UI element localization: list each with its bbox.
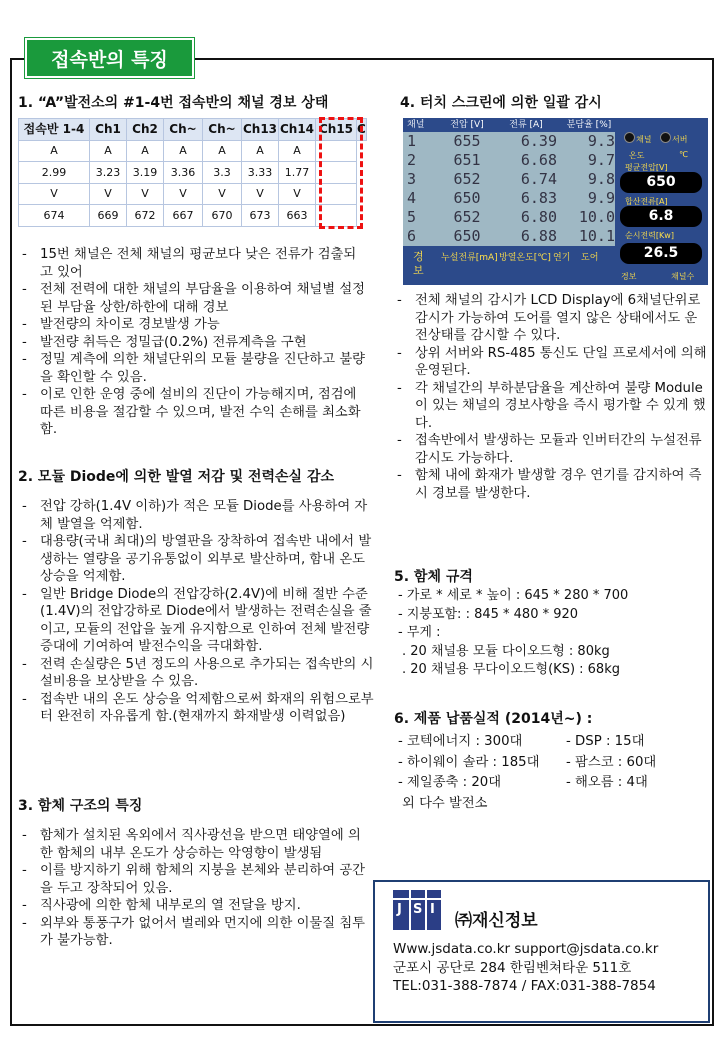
lcd-display xyxy=(403,118,708,285)
list-item: - 접속반에서 발생하는 모듈과 인버터간의 누설전류 감시도 가능하다. xyxy=(393,432,709,467)
section-2-heading: 2. 모듈 Diode에 의한 발열 저감 및 전력손실 감소 xyxy=(18,469,334,485)
table-row xyxy=(19,205,367,227)
table-cell: V xyxy=(242,183,279,205)
avg-voltage-label: 평균전압[V] xyxy=(625,163,668,172)
list-item: - 정밀 계측에 의한 채널단위의 모듈 불량을 진단하고 불량을 확인할 수 있음. xyxy=(18,351,368,386)
lcd-cell: 651 xyxy=(453,151,481,169)
side-label: ℃ xyxy=(679,150,688,159)
table-cell: 674 xyxy=(19,205,90,227)
table-row xyxy=(19,183,367,205)
list-item: - 직사광에 의한 함체 내부로의 열 전달을 방지. xyxy=(18,897,368,915)
lcd-col-header: 분담율 [%] xyxy=(566,120,612,130)
lcd-cell: 650 xyxy=(453,227,481,245)
section-1-bullets xyxy=(18,246,368,439)
table-row xyxy=(19,140,367,162)
lcd-cell: 652 xyxy=(453,208,481,226)
section-2 xyxy=(18,466,380,726)
performance-entry: - 해오름 : 4대 xyxy=(566,775,648,790)
list-item: - 대용량(국내 최대)의 방열판을 장착하여 접속반 내에서 발생하는 열량을 공기유통없이 외부로 발산하며, 함내 온도 상승을 억제함. xyxy=(18,533,380,586)
list-item: - 발전량의 차이로 경보발생 가능 xyxy=(18,316,368,334)
lcd-cell: 10.0 xyxy=(578,208,615,226)
table-cell: 3.3 xyxy=(203,162,242,184)
table-cell: 663 xyxy=(279,205,316,227)
list-item: - 발전량 취득은 정밀급(0.2%) 전류계측을 구현 xyxy=(18,334,368,352)
lcd-row xyxy=(403,189,615,208)
table-cell: 1.77 xyxy=(279,162,316,184)
table-cell: 673 xyxy=(242,205,279,227)
list-item: - 일반 Bridge Diode의 전압강하(2.4V)에 비해 절반 수준(1.4V)의 전압강하로 Diode에서 발생하는 전력손실을 줄이고, 모듈의 전압을 높게 유지함으로 인하여 전체 발전량 증대에 기여하여 발전수익을 극대화함. xyxy=(18,586,380,656)
table-cell: 667 xyxy=(164,205,203,227)
table-cell: 670 xyxy=(203,205,242,227)
company-info-box xyxy=(373,880,710,1023)
lcd-row xyxy=(403,170,615,189)
highlight-ch15 xyxy=(319,117,363,229)
table-cell: A xyxy=(127,140,164,162)
lcd-cell: 9.7 xyxy=(587,151,615,169)
smoke-label: 연기 xyxy=(553,253,571,263)
lcd-cell: 652 xyxy=(453,170,481,188)
section-4 xyxy=(400,92,710,112)
list-item: - 전체 전력에 대한 채널의 부담율을 이용하여 채널별 설정된 부담율 상한/하한에 대해 경보 xyxy=(18,281,368,316)
lcd-header xyxy=(403,118,615,132)
table-cell: A xyxy=(279,140,316,162)
list-item: - 15번 채널은 전체 채널의 평균보다 낮은 전류가 검출되고 있어 xyxy=(18,246,368,281)
lcd-col-header: 전류 [A] xyxy=(509,120,543,130)
performance-entry: - DSP : 15대 xyxy=(566,734,645,749)
company-contact xyxy=(393,940,713,996)
col-header: Ch15 xyxy=(316,119,357,141)
lcd-col-header: 전압 [V] xyxy=(450,120,484,130)
spec-line: - 무게 : xyxy=(398,625,441,640)
lcd-cell: 6.83 xyxy=(520,189,557,207)
section-4-heading: 4. 터치 스크린에 의한 일괄 감시 xyxy=(400,95,602,111)
table-cell: V xyxy=(203,183,242,205)
spec-line: - 가로 * 세로 * 높이 : 645 * 280 * 700 xyxy=(398,588,629,603)
table-cell: A xyxy=(242,140,279,162)
col-header: Ch2 xyxy=(127,119,164,141)
lcd-cell: 6.74 xyxy=(520,170,557,188)
performance-entry: - 코텍에너지 : 300대 xyxy=(398,734,523,749)
side-label: 서버 xyxy=(672,135,688,144)
list-item: - 이로 인한 운영 중에 설비의 진단이 가능해지며, 점검에 따른 비용을 절감할 수 있으며, 발전 수익 손해를 최소화함. xyxy=(18,386,368,439)
section-3-heading: 3. 함체 구조의 특징 xyxy=(18,798,143,814)
lcd-bottom-bar xyxy=(403,246,615,285)
door-label: 도어 xyxy=(581,253,599,263)
table-cell: V xyxy=(164,183,203,205)
section-6 xyxy=(394,708,710,814)
lcd-row xyxy=(403,132,615,151)
sum-current-label: 합산전류[A] xyxy=(625,197,668,206)
section-4-bullets xyxy=(393,292,709,502)
lcd-cell: 655 xyxy=(453,132,481,150)
performance-entry: - 제일종축 : 20대 xyxy=(398,775,502,790)
table-cell: A xyxy=(164,140,203,162)
section-1 xyxy=(18,92,378,112)
inst-power-label: 순시전력[Kw] xyxy=(625,231,674,240)
section-1-heading: 1. “A”발전소의 #1-4번 접속반의 채널 경보 상태 xyxy=(18,95,329,111)
channel-count-label: 채널수 xyxy=(671,272,695,281)
col-header: Ch1 xyxy=(90,119,127,141)
sum-current-value: 6.8 xyxy=(620,206,702,227)
lcd-row xyxy=(403,151,615,170)
spec-line: . 20 채널용 모듈 다이오드형 : 80kg xyxy=(402,643,610,659)
logo-letter: J xyxy=(397,902,402,917)
table-cell: A xyxy=(203,140,242,162)
company-web[interactable]: Www.jsdata.co.kr support@jsdata.co.kr xyxy=(393,941,659,957)
table-cell: V xyxy=(90,183,127,205)
lcd-cell: 5 xyxy=(407,208,417,226)
list-item: - 이를 방지하기 위해 함체의 지붕을 본체와 분리하여 공간을 두고 장착되어 있음. xyxy=(18,862,368,897)
leak-current-label: 누설전류[mA] xyxy=(441,253,498,263)
performance-row xyxy=(398,773,710,794)
channel-table xyxy=(18,118,367,227)
list-item: - 접속반 내의 온도 상승을 억제함으로써 화재의 위험으로부터 완전히 자유롭게 함.(현재까지 화재발생 이력없음) xyxy=(18,691,380,726)
lcd-cell: 10.1 xyxy=(578,227,615,245)
section-5-heading: 5. 함체 규격 xyxy=(394,569,473,585)
lcd-cell: 4 xyxy=(407,189,417,207)
lcd-cell: 6.88 xyxy=(520,227,557,245)
performance-footer: 외 다수 발전소 xyxy=(402,795,488,811)
list-item: - 함체가 설치된 옥외에서 직사광선을 받으면 태양열에 의한 함체의 내부 온도가 상승하는 악영향이 발생됨 xyxy=(18,827,368,862)
company-address: 군포시 공단로 284 한림벤쳐타운 511호 xyxy=(393,959,632,976)
list-item: - 함체 내에 화재가 발생할 경우 연기를 감지하여 즉시 경보를 발생한다. xyxy=(393,467,709,502)
page-title: 접속반의 특징 xyxy=(25,38,194,78)
lcd-cell: 1 xyxy=(407,132,417,150)
col-header: Ch13 xyxy=(242,119,279,141)
col-header: Ch~ xyxy=(203,119,242,141)
company-logo xyxy=(393,890,441,930)
channel-indicator-icon xyxy=(624,132,635,143)
company-tel: TEL:031-388-7874 / FAX:031-388-7854 xyxy=(393,978,656,994)
avg-voltage-value: 650 xyxy=(620,172,702,193)
col-header: C xyxy=(357,119,367,141)
lcd-row xyxy=(403,208,615,227)
server-indicator-icon xyxy=(660,132,671,143)
table-cell: 672 xyxy=(127,205,164,227)
side-label: 온도 xyxy=(629,151,645,160)
table-cell: 2.99 xyxy=(19,162,90,184)
side-label: 채널 xyxy=(636,135,652,144)
lcd-cell: 3 xyxy=(407,170,417,188)
table-cell: A xyxy=(19,140,90,162)
table-cell: 669 xyxy=(90,205,127,227)
lcd-cell: 6.39 xyxy=(520,132,557,150)
col-header: Ch~ xyxy=(164,119,203,141)
table-cell: A xyxy=(90,140,127,162)
logo-letter: I xyxy=(430,902,435,917)
lcd-cell: 2 xyxy=(407,151,417,169)
list-item: - 전력 손실량은 5년 정도의 사용으로 추가되는 접속반의 시설비용을 보상받을 수 있음. xyxy=(18,656,380,691)
performance-row xyxy=(398,753,710,774)
alarm-label: 경보 xyxy=(621,272,637,281)
list-item: - 상위 서버와 RS-485 통신도 단일 프로세서에 의해 운영된다. xyxy=(393,345,709,380)
lcd-cell: 9.8 xyxy=(587,170,615,188)
lcd-cell: 6.80 xyxy=(520,208,557,226)
performance-entry: - 하이웨이 솔라 : 185대 xyxy=(398,754,540,770)
lcd-col-header: 채널 xyxy=(407,120,425,130)
list-item: - 전체 채널의 감시가 LCD Display에 6채널단위로 감시가 가능하여 도어를 열지 않은 상태에서도 운전상태를 감시할 수 있다. xyxy=(393,292,709,345)
spec-line: - 지붕포함: : 845 * 480 * 920 xyxy=(398,606,579,622)
row-label: 접속반 1-4 xyxy=(19,119,90,141)
list-item: - 각 채널간의 부하분담율을 계산하여 불량 Module이 있는 채널의 경보사항을 즉시 평가할 수 있게 했다. xyxy=(393,380,709,433)
section-3 xyxy=(18,795,368,950)
lcd-cell: 6.68 xyxy=(520,151,557,169)
lcd-cell: 650 xyxy=(453,189,481,207)
spec-line: . 20 채널용 무다이오드형(KS) : 68kg xyxy=(402,662,620,677)
table-cell: V xyxy=(19,183,90,205)
lcd-grid xyxy=(403,118,615,246)
table-cell: 3.23 xyxy=(90,162,127,184)
logo-letter: S xyxy=(413,902,423,917)
list-item: - 외부와 통풍구가 없어서 벌레와 먼지에 의한 이물질 침투가 불가능함. xyxy=(18,915,368,950)
col-header: Ch14 xyxy=(279,119,316,141)
inst-power-value: 26.5 xyxy=(620,243,702,264)
table-cell: 3.36 xyxy=(164,162,203,184)
table-cell: 3.33 xyxy=(242,162,279,184)
section-6-heading: 6. 제품 납품실적 (2014년~) : xyxy=(394,711,593,727)
heatsink-temp-label: 방열온도[℃] xyxy=(499,253,551,263)
lcd-cell: 9.9 xyxy=(587,189,615,207)
performance-entry: - 팜스코 : 60대 xyxy=(566,754,657,770)
table-cell: V xyxy=(127,183,164,205)
alarm-text: 경보 xyxy=(413,250,424,277)
list-item: - 전압 강하(1.4V 이하)가 적은 모듈 Diode를 사용하여 자체 발열을 억제함. xyxy=(18,498,380,533)
section-5 xyxy=(394,566,710,680)
lcd-cell: 9.3 xyxy=(587,132,615,150)
lcd-cell: 6 xyxy=(407,227,417,245)
table-cell: 3.19 xyxy=(127,162,164,184)
table-cell: V xyxy=(279,183,316,205)
table-row xyxy=(19,162,367,184)
lcd-row xyxy=(403,227,615,246)
company-name: ㈜재신정보 xyxy=(455,911,538,931)
performance-row xyxy=(398,732,710,753)
